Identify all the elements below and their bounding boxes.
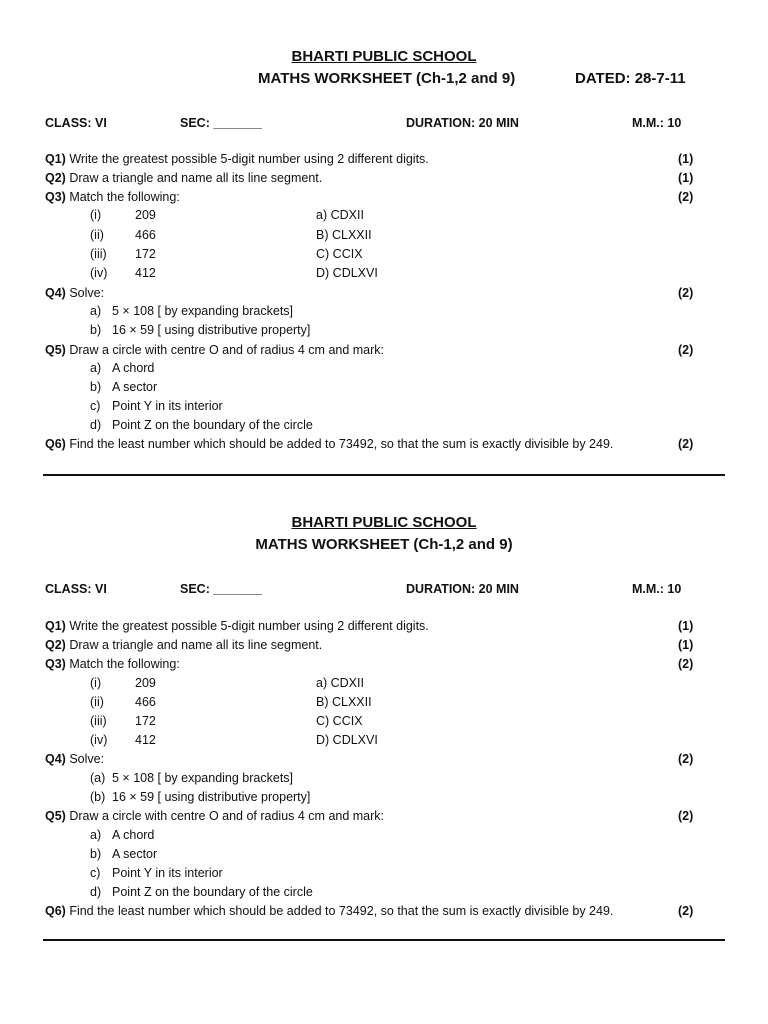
question-1 bbox=[45, 617, 705, 635]
match-roman: (i) bbox=[90, 676, 102, 690]
part-label: d) bbox=[90, 418, 102, 432]
question-marks: (1) bbox=[678, 638, 694, 652]
question-number: Q6) bbox=[45, 904, 66, 918]
part-label: c) bbox=[90, 399, 101, 413]
divider-line bbox=[43, 939, 725, 941]
question-number: Q3) bbox=[45, 657, 66, 671]
section-label: SEC: _______ bbox=[180, 582, 263, 596]
part-label: b) bbox=[90, 380, 102, 394]
question-marks: (2) bbox=[678, 657, 694, 671]
part-text: 5 × 108 [ by expanding brackets] bbox=[112, 304, 294, 318]
match-option: D) CDLXVI bbox=[316, 266, 378, 280]
duration-label: DURATION: 20 MIN bbox=[406, 582, 519, 596]
question-text: Draw a triangle and name all its line segment. bbox=[65, 638, 323, 652]
part-text: Point Y in its interior bbox=[112, 399, 223, 413]
question-number: Q3) bbox=[45, 190, 66, 204]
question-text: Match the following: bbox=[65, 190, 180, 204]
match-roman: (iii) bbox=[90, 714, 107, 728]
part-label: (a) bbox=[90, 771, 106, 785]
match-roman: (ii) bbox=[90, 228, 104, 242]
match-roman: (i) bbox=[90, 208, 102, 222]
match-value: 466 bbox=[135, 228, 156, 242]
part-label: a) bbox=[90, 828, 102, 842]
part-label: b) bbox=[90, 847, 102, 861]
question-number: Q5) bbox=[45, 809, 66, 823]
match-option: a) CDXII bbox=[316, 208, 364, 222]
info-row bbox=[0, 113, 768, 133]
match-value: 412 bbox=[135, 733, 156, 747]
question-text: Draw a circle with centre O and of radius 4 cm and mark: bbox=[65, 809, 385, 823]
question-number: Q2) bbox=[45, 638, 66, 652]
match-value: 209 bbox=[135, 208, 156, 222]
part-text: 16 × 59 [ using distributive property] bbox=[112, 323, 311, 337]
match-roman: (ii) bbox=[90, 695, 104, 709]
part-text: Point Z on the boundary of the circle bbox=[112, 418, 313, 432]
school-name: BHARTI PUBLIC SCHOOL bbox=[291, 48, 477, 65]
part-text: A chord bbox=[112, 828, 155, 842]
part-text: 16 × 59 [ using distributive property] bbox=[112, 790, 311, 804]
question-text: Find the least number which should be added to 73492, so that the sum is exactly divisible by 249. bbox=[65, 904, 614, 918]
match-value: 412 bbox=[135, 266, 156, 280]
max-marks-label: M.M.: 10 bbox=[632, 116, 682, 130]
info-row bbox=[0, 579, 768, 599]
part-text: A chord bbox=[112, 361, 155, 375]
part-text: A sector bbox=[112, 380, 158, 394]
part-label: (b) bbox=[90, 790, 106, 804]
question-1 bbox=[45, 150, 705, 168]
match-value: 209 bbox=[135, 676, 156, 690]
part-label: a) bbox=[90, 361, 102, 375]
question-marks: (1) bbox=[678, 171, 694, 185]
part-text: Point Y in its interior bbox=[112, 866, 223, 880]
match-roman: (iv) bbox=[90, 733, 108, 747]
match-value: 466 bbox=[135, 695, 156, 709]
question-marks: (1) bbox=[678, 152, 694, 166]
school-name: BHARTI PUBLIC SCHOOL bbox=[291, 514, 477, 531]
section-label: SEC: _______ bbox=[180, 116, 263, 130]
question-text: Solve: bbox=[65, 286, 105, 300]
question-marks: (2) bbox=[678, 343, 694, 357]
question-text: Solve: bbox=[65, 752, 105, 766]
class-label: CLASS: VI bbox=[45, 582, 107, 596]
question-6 bbox=[45, 435, 685, 453]
part-text: 5 × 108 [ by expanding brackets] bbox=[112, 771, 294, 785]
part-label: b) bbox=[90, 323, 102, 337]
max-marks-label: M.M.: 10 bbox=[632, 582, 682, 596]
question-number: Q2) bbox=[45, 171, 66, 185]
match-option: D) CDLXVI bbox=[316, 733, 378, 747]
question-4 bbox=[45, 750, 705, 768]
question-text: Draw a triangle and name all its line segment. bbox=[65, 171, 323, 185]
part-label: a) bbox=[90, 304, 102, 318]
worksheet-title: MATHS WORKSHEET (Ch-1,2 and 9) bbox=[258, 70, 516, 87]
question-text: Write the greatest possible 5-digit number using 2 different digits. bbox=[65, 152, 429, 166]
part-label: c) bbox=[90, 866, 101, 880]
question-number: Q1) bbox=[45, 152, 66, 166]
class-label: CLASS: VI bbox=[45, 116, 107, 130]
question-marks: (2) bbox=[678, 286, 694, 300]
question-marks: (1) bbox=[678, 619, 694, 633]
part-text: A sector bbox=[112, 847, 158, 861]
question-4 bbox=[45, 284, 705, 302]
question-2 bbox=[45, 636, 705, 654]
match-option: B) CLXXII bbox=[316, 228, 372, 242]
match-roman: (iv) bbox=[90, 266, 108, 280]
question-number: Q1) bbox=[45, 619, 66, 633]
question-text: Draw a circle with centre O and of radius 4 cm and mark: bbox=[65, 343, 385, 357]
question-number: Q4) bbox=[45, 752, 66, 766]
match-value: 172 bbox=[135, 714, 156, 728]
part-label: d) bbox=[90, 885, 102, 899]
part-text: Point Z on the boundary of the circle bbox=[112, 885, 313, 899]
question-marks: (2) bbox=[678, 904, 694, 918]
match-value: 172 bbox=[135, 247, 156, 261]
match-option: a) CDXII bbox=[316, 676, 364, 690]
question-number: Q6) bbox=[45, 437, 66, 451]
question-marks: (2) bbox=[678, 809, 694, 823]
question-text: Find the least number which should be added to 73492, so that the sum is exactly divisible by 249. bbox=[65, 437, 614, 451]
divider-line bbox=[43, 474, 725, 476]
question-6 bbox=[45, 902, 685, 920]
worksheet-title: MATHS WORKSHEET (Ch-1,2 and 9) bbox=[255, 536, 513, 553]
match-option: B) CLXXII bbox=[316, 695, 372, 709]
question-marks: (2) bbox=[678, 752, 694, 766]
question-text: Match the following: bbox=[65, 657, 180, 671]
question-3 bbox=[45, 188, 705, 206]
question-marks: (2) bbox=[678, 190, 694, 204]
match-roman: (iii) bbox=[90, 247, 107, 261]
match-option: C) CCIX bbox=[316, 714, 363, 728]
question-2 bbox=[45, 169, 705, 187]
question-number: Q5) bbox=[45, 343, 66, 357]
question-text: Write the greatest possible 5-digit number using 2 different digits. bbox=[65, 619, 429, 633]
duration-label: DURATION: 20 MIN bbox=[406, 116, 519, 130]
worksheet-date: DATED: 28-7-11 bbox=[575, 70, 686, 87]
question-5 bbox=[45, 807, 705, 825]
question-marks: (2) bbox=[678, 437, 694, 451]
question-3 bbox=[45, 655, 705, 673]
question-5 bbox=[45, 341, 705, 359]
match-option: C) CCIX bbox=[316, 247, 363, 261]
question-number: Q4) bbox=[45, 286, 66, 300]
